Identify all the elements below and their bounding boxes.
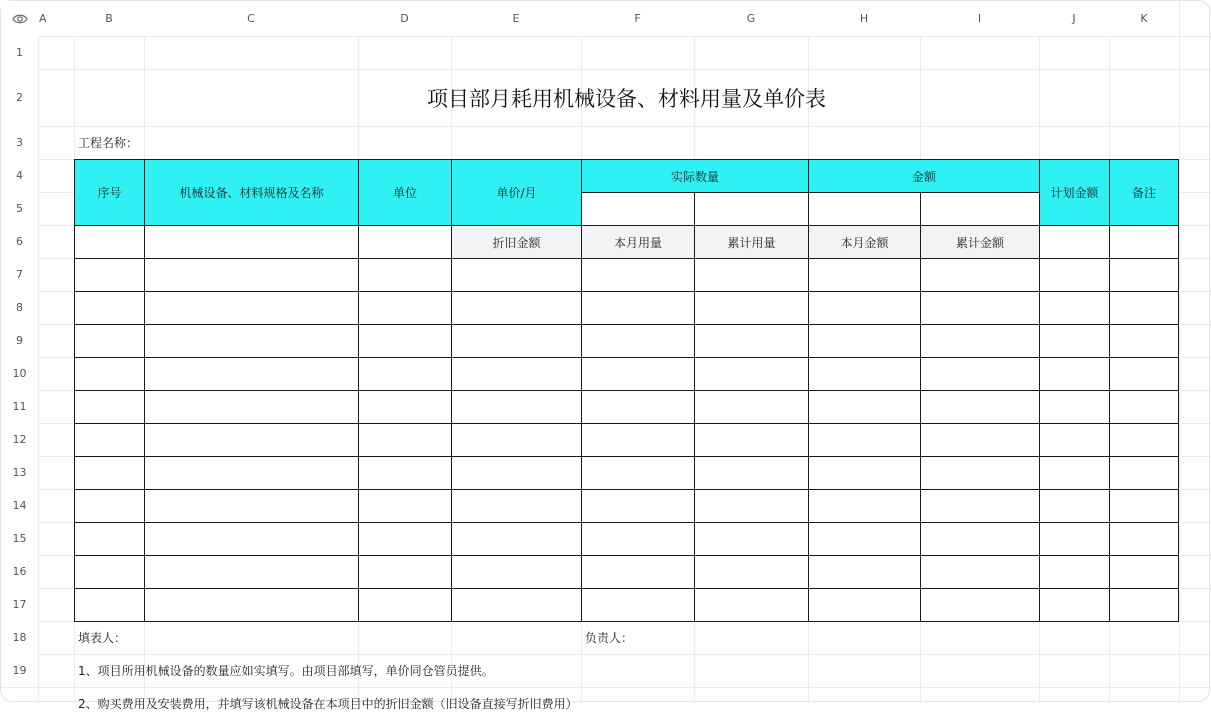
table-cell[interactable] — [144, 489, 359, 523]
table-cell[interactable] — [808, 423, 921, 457]
table-cell[interactable] — [581, 456, 695, 490]
table-cell[interactable] — [451, 291, 582, 325]
column-header-d[interactable]: D — [358, 1, 451, 36]
table-cell[interactable] — [581, 390, 695, 424]
table-cell[interactable] — [358, 258, 452, 292]
table-cell[interactable] — [920, 324, 1040, 358]
filled-by-label[interactable]: 填表人： — [78, 631, 127, 645]
table-cell[interactable] — [1109, 522, 1179, 556]
table-cell[interactable] — [920, 555, 1040, 589]
table-cell[interactable] — [1109, 357, 1179, 391]
table-cell[interactable] — [808, 588, 921, 622]
table-cell[interactable] — [358, 555, 452, 589]
table-cell[interactable] — [920, 522, 1040, 556]
table-cell[interactable] — [694, 258, 809, 292]
table-cell[interactable] — [358, 225, 452, 259]
table-cell[interactable] — [808, 522, 921, 556]
table-cell[interactable] — [694, 390, 809, 424]
row-header-19[interactable]: 19 — [1, 654, 38, 687]
table-cell[interactable] — [74, 423, 145, 457]
row-header-13[interactable]: 13 — [1, 456, 38, 489]
table-cell[interactable] — [451, 522, 582, 556]
row-header-1[interactable]: 1 — [1, 36, 38, 69]
table-cell[interactable] — [358, 456, 452, 490]
column-header-k[interactable]: K — [1109, 1, 1179, 36]
column-header-b[interactable]: B — [74, 1, 144, 36]
header-actual-qty[interactable]: 实际数量 — [581, 159, 809, 193]
table-cell[interactable] — [74, 489, 145, 523]
table-cell[interactable] — [581, 324, 695, 358]
table-cell[interactable] — [358, 522, 452, 556]
row-header-2[interactable]: 2 — [1, 69, 38, 126]
table-cell[interactable] — [920, 588, 1040, 622]
table-cell[interactable] — [358, 423, 452, 457]
row-header-7[interactable]: 7 — [1, 258, 38, 291]
subheader-cumulative-usage[interactable]: 累计用量 — [694, 225, 809, 259]
table-cell[interactable] — [358, 588, 452, 622]
table-cell[interactable] — [694, 192, 809, 226]
table-cell[interactable] — [144, 555, 359, 589]
table-cell[interactable] — [694, 291, 809, 325]
table-cell[interactable] — [74, 357, 145, 391]
table-cell[interactable] — [694, 423, 809, 457]
table-cell[interactable] — [451, 390, 582, 424]
table-cell[interactable] — [74, 390, 145, 424]
table-cell[interactable] — [358, 291, 452, 325]
table-cell[interactable] — [1109, 555, 1179, 589]
table-cell[interactable] — [1039, 588, 1110, 622]
table-cell[interactable] — [144, 291, 359, 325]
column-header-f[interactable]: F — [581, 1, 694, 36]
table-cell[interactable] — [74, 555, 145, 589]
gridline — [1, 36, 1211, 37]
row-header-9[interactable]: 9 — [1, 324, 38, 357]
table-cell[interactable] — [694, 522, 809, 556]
table-cell[interactable] — [144, 357, 359, 391]
table-cell[interactable] — [74, 324, 145, 358]
row-header-10[interactable]: 10 — [1, 357, 38, 390]
table-cell[interactable] — [581, 291, 695, 325]
header-remarks[interactable]: 备注 — [1109, 159, 1179, 226]
table-cell[interactable] — [694, 357, 809, 391]
table-cell[interactable] — [581, 522, 695, 556]
subheader-month-amount[interactable]: 本月金额 — [808, 225, 921, 259]
table-cell[interactable] — [920, 291, 1040, 325]
table-cell[interactable] — [1109, 456, 1179, 490]
corner-cell[interactable] — [1, 1, 38, 36]
subheader-month-usage[interactable]: 本月用量 — [581, 225, 695, 259]
row-header-14[interactable]: 14 — [1, 489, 38, 522]
table-cell[interactable] — [144, 390, 359, 424]
table-cell[interactable] — [920, 489, 1040, 523]
row-header-18[interactable]: 18 — [1, 621, 38, 654]
table-cell[interactable] — [920, 192, 1040, 226]
table-cell[interactable] — [920, 456, 1040, 490]
table-cell[interactable] — [1039, 456, 1110, 490]
header-spec-name[interactable]: 机械设备、材料规格及名称 — [144, 159, 359, 226]
row-header-17[interactable]: 17 — [1, 588, 38, 621]
table-cell[interactable] — [74, 291, 145, 325]
table-cell[interactable] — [808, 192, 921, 226]
table-cell[interactable] — [1109, 588, 1179, 622]
table-cell[interactable] — [1109, 225, 1179, 259]
table-cell[interactable] — [144, 225, 359, 259]
table-cell[interactable] — [1039, 357, 1110, 391]
responsible-label[interactable]: 负责人： — [585, 631, 634, 645]
table-cell[interactable] — [144, 324, 359, 358]
row-header-16[interactable]: 16 — [1, 555, 38, 588]
table-cell[interactable] — [694, 324, 809, 358]
header-planned-amount[interactable]: 计划金额 — [1039, 159, 1110, 226]
table-cell[interactable] — [808, 489, 921, 523]
table-cell[interactable] — [451, 588, 582, 622]
table-cell[interactable] — [694, 588, 809, 622]
column-header-h[interactable]: H — [808, 1, 920, 36]
subheader-cumulative-amount[interactable]: 累计金额 — [920, 225, 1040, 259]
header-unit[interactable]: 单位 — [358, 159, 452, 226]
header-seq[interactable]: 序号 — [74, 159, 145, 226]
table-cell[interactable] — [920, 357, 1040, 391]
table-cell[interactable] — [694, 456, 809, 490]
table-cell[interactable] — [581, 258, 695, 292]
table-cell[interactable] — [808, 390, 921, 424]
row-header-3[interactable]: 3 — [1, 126, 38, 159]
table-cell[interactable] — [694, 555, 809, 589]
table-cell[interactable] — [694, 489, 809, 523]
table-cell[interactable] — [358, 390, 452, 424]
table-cell[interactable] — [74, 456, 145, 490]
table-cell[interactable] — [144, 258, 359, 292]
row-header-12[interactable]: 12 — [1, 423, 38, 456]
table-cell[interactable] — [1039, 225, 1110, 259]
table-cell[interactable] — [581, 423, 695, 457]
row-header-8[interactable]: 8 — [1, 291, 38, 324]
table-cell[interactable] — [74, 522, 145, 556]
table-cell[interactable] — [808, 555, 921, 589]
table-cell[interactable] — [74, 588, 145, 622]
row-header-4[interactable]: 4 — [1, 159, 38, 192]
table-cell[interactable] — [1039, 324, 1110, 358]
table-cell[interactable] — [920, 258, 1040, 292]
table-cell[interactable] — [808, 357, 921, 391]
table-cell[interactable] — [581, 489, 695, 523]
row-header-11[interactable]: 11 — [1, 390, 38, 423]
table-cell[interactable] — [1109, 423, 1179, 457]
table-cell[interactable] — [451, 555, 582, 589]
gridline — [1179, 1, 1180, 703]
project-name-label[interactable]: 工程名称： — [78, 136, 139, 150]
table-cell[interactable] — [581, 357, 695, 391]
note-1[interactable]: 1、项目所用机械设备的数量应如实填写。由项目部填写，单价同仓管员提供。 — [78, 664, 494, 678]
table-cell[interactable] — [920, 423, 1040, 457]
subheader-depreciation[interactable]: 折旧金额 — [451, 225, 582, 259]
gridline — [38, 1, 39, 703]
table-cell[interactable] — [451, 456, 582, 490]
table-cell[interactable] — [451, 324, 582, 358]
table-cell[interactable] — [1109, 489, 1179, 523]
table-cell[interactable] — [358, 489, 452, 523]
table-cell[interactable] — [1109, 324, 1179, 358]
row-header-15[interactable]: 15 — [1, 522, 38, 555]
header-unit-price[interactable]: 单价/月 — [451, 159, 582, 226]
column-header-a[interactable]: A — [38, 1, 74, 36]
sheet-title[interactable]: 项目部月耗用机械设备、材料用量及单价表 — [427, 86, 826, 111]
row-header-6[interactable]: 6 — [1, 225, 38, 258]
table-cell[interactable] — [1039, 555, 1110, 589]
table-cell[interactable] — [581, 555, 695, 589]
column-header-i[interactable]: I — [920, 1, 1039, 36]
header-amount[interactable]: 金额 — [808, 159, 1040, 193]
table-cell[interactable] — [1039, 258, 1110, 292]
table-cell[interactable] — [1109, 291, 1179, 325]
table-cell[interactable] — [1039, 423, 1110, 457]
table-cell[interactable] — [808, 258, 921, 292]
table-cell[interactable] — [144, 423, 359, 457]
table-cell[interactable] — [1109, 390, 1179, 424]
table-cell[interactable] — [920, 390, 1040, 424]
table-cell[interactable] — [1039, 390, 1110, 424]
table-cell[interactable] — [581, 588, 695, 622]
table-cell[interactable] — [1039, 522, 1110, 556]
table-cell[interactable] — [144, 522, 359, 556]
table-cell[interactable] — [808, 456, 921, 490]
table-cell[interactable] — [1109, 258, 1179, 292]
table-cell[interactable] — [358, 357, 452, 391]
table-cell[interactable] — [808, 291, 921, 325]
table-cell[interactable] — [1039, 291, 1110, 325]
table-cell[interactable] — [808, 324, 921, 358]
eye-icon[interactable] — [12, 13, 28, 25]
table-cell[interactable] — [451, 357, 582, 391]
table-cell[interactable] — [1039, 489, 1110, 523]
table-cell[interactable] — [451, 258, 582, 292]
table-cell[interactable] — [74, 258, 145, 292]
table-cell[interactable] — [451, 489, 582, 523]
table-cell[interactable] — [581, 192, 695, 226]
column-header-e[interactable]: E — [451, 1, 581, 36]
table-cell[interactable] — [144, 456, 359, 490]
column-header-g[interactable]: G — [694, 1, 808, 36]
row-header-5[interactable]: 5 — [1, 192, 38, 225]
column-header-c[interactable]: C — [144, 1, 358, 36]
table-cell[interactable] — [451, 423, 582, 457]
table-cell[interactable] — [144, 588, 359, 622]
table-cell[interactable] — [74, 225, 145, 259]
table-cell[interactable] — [358, 324, 452, 358]
note-2[interactable]: 2、购买费用及安装费用，并填写该机械设备在本项目中的折旧金额（旧设备直接写折旧费用） — [78, 697, 578, 711]
column-header-j[interactable]: J — [1039, 1, 1109, 36]
